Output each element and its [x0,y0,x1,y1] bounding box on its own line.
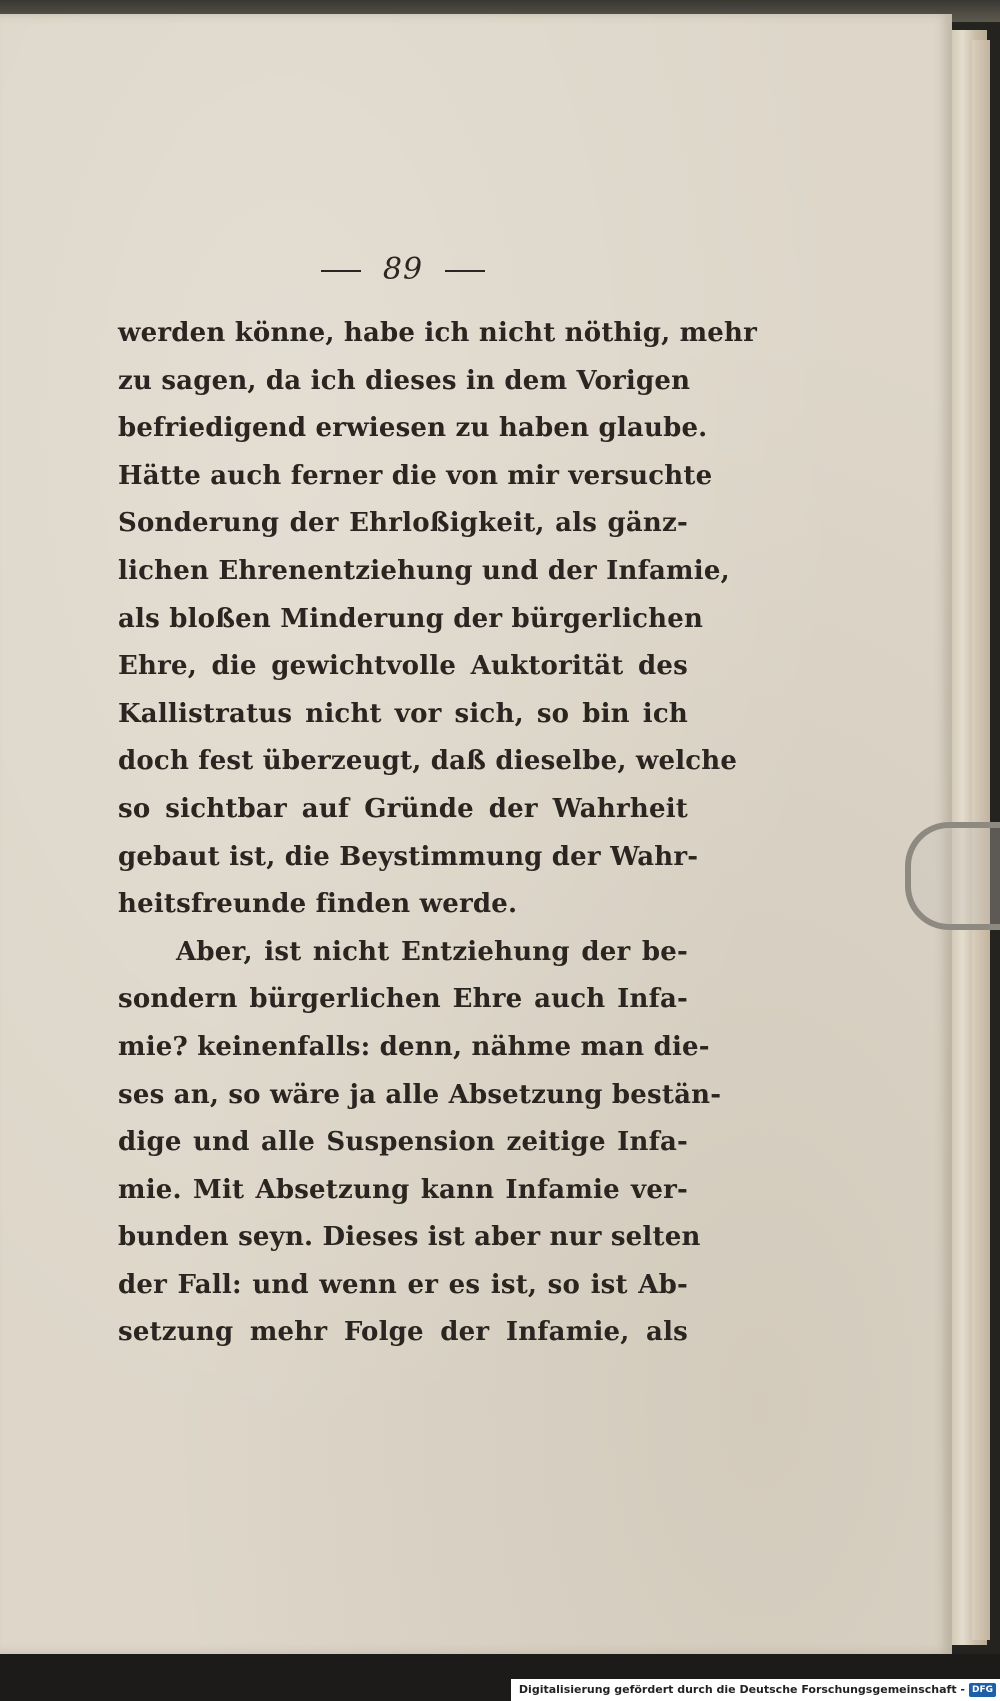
right-dash [445,270,485,272]
text-line: bunden seyn. Dieses ist aber nur selten [118,1222,701,1253]
text-line: mie. Mit Absetzung kann Infamie ver- [118,1174,688,1205]
page-number: 89 [382,252,424,287]
text-line: lichen Ehrenentziehung und der Infamie, [118,555,730,586]
text-line: sondern bürgerlichen Ehre auch Infa- [118,984,688,1015]
text-line: so sichtbar auf Gründe der Wahrheit [118,793,688,824]
left-dash [321,270,361,272]
digitization-credit [511,1679,1000,1701]
text-line: der Fall: und wenn er es ist, so ist Ab- [118,1269,688,1300]
book-page [0,14,952,1654]
text-line: Kallistratus nicht vor sich, so bin ich [118,698,688,729]
text-line: doch fest überzeugt, daß dieselbe, welche [118,746,738,777]
text-line: als bloßen Minderung der bürgerlichen [118,603,704,634]
text-line: Ehre, die gewichtvolle Auktorität des [118,651,688,682]
text-line: Aber, ist nicht Entziehung der be- [176,936,688,967]
text-line: Sonderung der Ehrloßigkeit, als gänz- [118,508,688,539]
text-line: ses an, so wäre ja alle Absetzung bestän- [118,1079,722,1110]
text-line: heitsfreunde finden werde. [118,889,518,920]
text-line: werden könne, habe ich nicht nöthig, mehr [118,318,758,348]
credit-text: Digitalisierung gefördert durch die Deutsche Forschungsgemeinschaft - [518,1683,965,1696]
dfg-logo: DFG [969,1683,996,1697]
text-line: zu sagen, da ich dieses in dem Vorigen [118,365,691,396]
body-text [118,310,758,1357]
text-line: mie? keinenfalls: denn, nähme man die- [118,1031,710,1062]
page-number-header [118,252,688,287]
text-line: Hätte auch ferner die von mir versuchte [118,460,713,491]
bottom-band [0,1654,1000,1701]
text-line: gebaut ist, die Beystimmung der Wahr- [118,841,699,872]
text-line: befriedigend erwiesen zu haben glaube. [118,413,708,444]
text-line: setzung mehr Folge der Infamie, als [118,1317,688,1348]
text-line: dige und alle Suspension zeitige Infa- [118,1127,688,1158]
page-clip [905,822,1000,930]
